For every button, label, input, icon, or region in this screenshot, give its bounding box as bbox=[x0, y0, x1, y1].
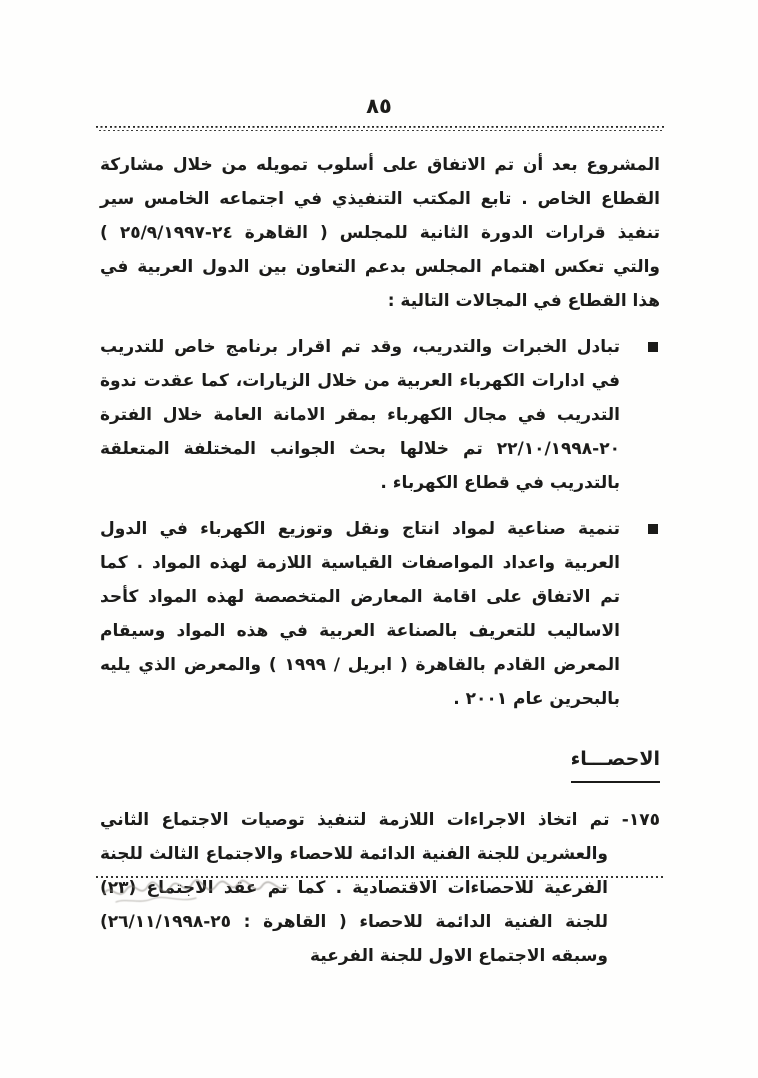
section-heading: الاحصـــاء bbox=[571, 742, 660, 783]
item-number: ١٧٥- bbox=[621, 810, 660, 830]
section-heading-row bbox=[100, 742, 660, 783]
bullet-text: تنمية صناعية لمواد انتاج ونقل وتوزيع الكهرباء في الدول العربية واعداد المواصفات القياسية اللازمة لهذه المواد . كما تم الاتفاق على اقامة المعارض المتخصصة لهذه المواد كأحد الاساليب للتعريف بالصناعة العربية في هذه المواد وسيقام المعرض القادم بالقاهرة ( ابريل / ١٩٩٩ ) والمعرض الذي يليه بالبحرين عام ٢٠٠١ . bbox=[100, 519, 620, 709]
item-text: تم اتخاذ الاجراءات اللازمة لتنفيذ توصيات الاجتماع الثاني والعشرين للجنة الفنية الدائمة للاحصاء والاجتماع الثالث للجنة الفرعية للاحصاءات الاقتصادية . كما تم عقد الاجتماع (٢٣) للجنة الفنية الدائمة للاحصاء ( القاهرة : ٢٥-٢٦/١١/١٩٩٨) وسبقه الاجتماع الاول للجنة الفرعية bbox=[100, 810, 610, 966]
page-number: ٨٥ bbox=[366, 94, 392, 118]
handwritten-annotation bbox=[96, 872, 296, 912]
square-bullet-icon bbox=[648, 342, 658, 352]
bullet-list bbox=[100, 330, 660, 716]
bullet-text: تبادل الخبرات والتدريب، وقد تم اقرار برنامج خاص للتدريب في ادارات الكهرباء العربية من خلال الزيارات، كما عقدت ندوة التدريب في مجال الكهرباء بمقر الامانة العامة خلال الفترة ٢٠-٢٢/١٠/١٩٩٨ تم خلالها بحث الجوانب المختلفة المتعلقة بالتدريب في قطاع الكهرباء . bbox=[100, 337, 620, 493]
top-dotted-rule bbox=[96, 126, 664, 131]
intro-paragraph: المشروع بعد أن تم الاتفاق على أسلوب تمويله من خلال مشاركة القطاع الخاص . تابع المكتب التنفيذي في اجتماعه الخامس سير تنفيذ قرارات الدورة الثانية للمجلس ( القاهرة ٢٤-٢٥/٩/١٩٩٧ ) والتي تعكس اهتمام المجلس بدعم التعاون بين الدول العربية في هذا القطاع في المجالات التالية : bbox=[100, 155, 660, 311]
bullet-item bbox=[100, 330, 660, 500]
bullet-item bbox=[100, 512, 660, 716]
square-bullet-icon bbox=[648, 524, 658, 534]
page-body bbox=[100, 148, 660, 973]
